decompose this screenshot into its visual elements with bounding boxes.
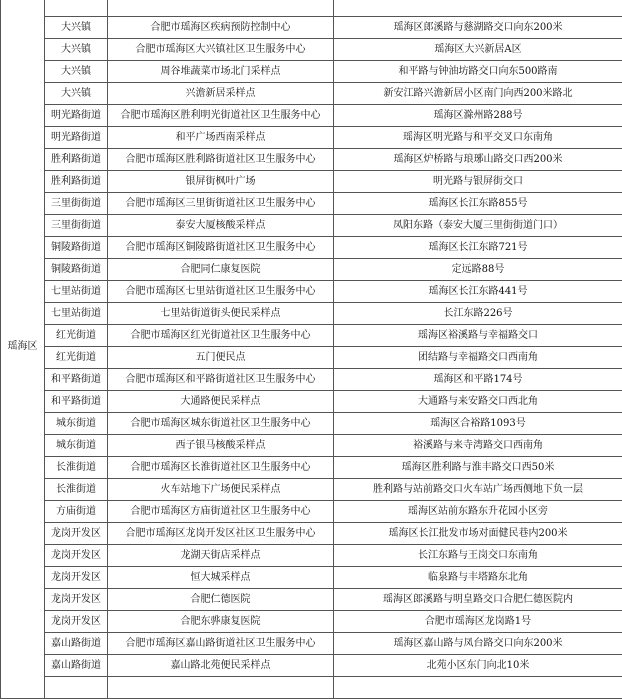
site-cell: 银屏街枫叶广场 (108, 171, 334, 193)
address-cell: 定远路88号 (334, 259, 622, 281)
empty-cell (108, 677, 334, 699)
street-cell: 铜陵路街道 (45, 259, 108, 281)
table-row (1, 83, 622, 105)
address-cell: 凤阳东路（泰安大厦三里街街道门口） (334, 215, 622, 237)
table-row (1, 347, 622, 369)
address-cell: 北苑小区东门向北10米 (334, 655, 622, 677)
street-cell: 红光街道 (45, 347, 108, 369)
table-row (1, 501, 622, 523)
table-row (1, 215, 622, 237)
street-cell: 明光路街道 (45, 127, 108, 149)
address-cell: 瑶海区胜利路与淮丰路交口西50米 (334, 457, 622, 479)
site-cell: 合肥市瑶海区和平路街道社区卫生服务中心 (108, 369, 334, 391)
table-row (1, 457, 622, 479)
table-row (1, 479, 622, 501)
street-cell: 城东街道 (45, 435, 108, 457)
street-cell: 七里站街道 (45, 281, 108, 303)
address-cell: 长江东路226号 (334, 303, 622, 325)
street-cell: 大兴镇 (45, 83, 108, 105)
site-cell: 合肥市瑶海区大兴镇社区卫生服务中心 (108, 39, 334, 61)
street-cell: 城东街道 (45, 413, 108, 435)
site-cell: 七里站街道街头便民采样点 (108, 303, 334, 325)
site-cell: 龙湖天街店采样点 (108, 545, 334, 567)
table-row (1, 325, 622, 347)
street-cell: 胜利路街道 (45, 171, 108, 193)
empty-cell (108, 0, 334, 17)
site-cell: 合肥市瑶海区红光街道社区卫生服务中心 (108, 325, 334, 347)
region-cell: 瑶海区 (1, 0, 45, 699)
table-body (1, 0, 622, 699)
site-cell: 合肥市瑶海区铜陵路街道社区卫生服务中心 (108, 237, 334, 259)
table-row (1, 149, 622, 171)
site-cell: 合肥同仁康复医院 (108, 259, 334, 281)
site-cell: 嘉山路北苑便民采样点 (108, 655, 334, 677)
street-cell: 嘉山路街道 (45, 633, 108, 655)
table-row (1, 391, 622, 413)
empty-cell (334, 0, 622, 17)
site-cell: 合肥市瑶海区方庙街道社区卫生服务中心 (108, 501, 334, 523)
empty-cell (334, 677, 622, 699)
site-cell: 火车站地下广场便民采样点 (108, 479, 334, 501)
street-cell: 三里街街道 (45, 193, 108, 215)
address-cell: 瑶海区长江东路721号 (334, 237, 622, 259)
table-row (1, 193, 622, 215)
table-row (1, 61, 622, 83)
site-cell: 西子银马核酸采样点 (108, 435, 334, 457)
street-cell: 胜利路街道 (45, 149, 108, 171)
site-cell: 合肥仁德医院 (108, 589, 334, 611)
street-cell: 龙岗开发区 (45, 523, 108, 545)
address-cell: 瑶海区站前东路东升花园小区旁 (334, 501, 622, 523)
address-cell: 瑶海区嘉山路与凤台路交口向东200米 (334, 633, 622, 655)
address-cell: 大通路与来安路交口西北角 (334, 391, 622, 413)
site-cell: 恒大城采样点 (108, 567, 334, 589)
street-cell: 方庙街道 (45, 501, 108, 523)
street-cell: 龙岗开发区 (45, 545, 108, 567)
table-row (1, 105, 622, 127)
street-cell: 三里街街道 (45, 215, 108, 237)
street-cell: 长淮街道 (45, 457, 108, 479)
table-row (1, 127, 622, 149)
table-row (1, 567, 622, 589)
address-cell: 瑶海区滁州路288号 (334, 105, 622, 127)
site-cell: 合肥东骅康复医院 (108, 611, 334, 633)
site-cell: 合肥市瑶海区三里街街道社区卫生服务中心 (108, 193, 334, 215)
street-cell: 龙岗开发区 (45, 567, 108, 589)
table-row (1, 237, 622, 259)
site-cell: 合肥市瑶海区嘉山路街道社区卫生服务中心 (108, 633, 334, 655)
table-row (1, 655, 622, 677)
street-cell: 红光街道 (45, 325, 108, 347)
site-cell: 兴澹新居采样点 (108, 83, 334, 105)
empty-cell (45, 677, 108, 699)
street-cell: 龙岗开发区 (45, 611, 108, 633)
street-cell: 大兴镇 (45, 17, 108, 39)
address-cell: 瑶海区大兴新居A区 (334, 39, 622, 61)
street-cell: 嘉山路街道 (45, 655, 108, 677)
table-row (1, 633, 622, 655)
table-row (1, 545, 622, 567)
table-row (1, 589, 622, 611)
address-cell: 明光路与银屏街交口 (334, 171, 622, 193)
table-row (1, 259, 622, 281)
street-cell: 和平路街道 (45, 369, 108, 391)
address-cell: 瑶海区郎溪路与慈湖路交口向东200米 (334, 17, 622, 39)
street-cell: 七里站街道 (45, 303, 108, 325)
site-cell: 和平广场西南采样点 (108, 127, 334, 149)
address-cell: 瑶海区明光路与和平交叉口东南角 (334, 127, 622, 149)
address-cell: 临泉路与丰塔路东北角 (334, 567, 622, 589)
site-cell: 合肥市瑶海区疾病预防控制中心 (108, 17, 334, 39)
table-row (1, 171, 622, 193)
site-cell: 五门便民点 (108, 347, 334, 369)
address-cell: 瑶海区长江东路855号 (334, 193, 622, 215)
address-cell: 瑶海区裕溪路与幸福路交口 (334, 325, 622, 347)
street-cell: 大兴镇 (45, 61, 108, 83)
street-cell: 龙岗开发区 (45, 589, 108, 611)
address-cell: 瑶海区合裕路1093号 (334, 413, 622, 435)
street-cell: 长淮街道 (45, 479, 108, 501)
table-row (1, 17, 622, 39)
address-cell: 瑶海区郎溪路与明皇路交口合肥仁德医院内 (334, 589, 622, 611)
address-cell: 瑶海区长江东路441号 (334, 281, 622, 303)
address-cell: 长江东路与王岗交口东南角 (334, 545, 622, 567)
address-cell: 瑶海区长江批发市场对面健民巷内200米 (334, 523, 622, 545)
address-cell: 瑶海区炉桥路与琅琊山路交口西200米 (334, 149, 622, 171)
street-cell: 大兴镇 (45, 39, 108, 61)
table-row (1, 413, 622, 435)
address-cell: 裕溪路与来寺湾路交口西南角 (334, 435, 622, 457)
address-cell: 合肥市瑶海区龙岗路1号 (334, 611, 622, 633)
site-cell: 大通路便民采样点 (108, 391, 334, 413)
table-row (1, 369, 622, 391)
table-row-partial (1, 677, 622, 699)
table-row (1, 39, 622, 61)
site-cell: 合肥市瑶海区长淮街道社区卫生服务中心 (108, 457, 334, 479)
address-cell: 和平路与钟油坊路交口向东500路南 (334, 61, 622, 83)
site-cell: 合肥市瑶海区七里站街道社区卫生服务中心 (108, 281, 334, 303)
table-row (1, 523, 622, 545)
street-cell: 明光路街道 (45, 105, 108, 127)
street-cell: 铜陵路街道 (45, 237, 108, 259)
site-cell: 周谷堆蔬菜市场北门采样点 (108, 61, 334, 83)
site-cell: 合肥市瑶海区胜利路街道社区卫生服务中心 (108, 149, 334, 171)
address-cell: 团结路与幸福路交口西南角 (334, 347, 622, 369)
site-cell: 合肥市瑶海区城东街道社区卫生服务中心 (108, 413, 334, 435)
table-row (1, 435, 622, 457)
street-cell: 和平路街道 (45, 391, 108, 413)
address-cell: 新安江路兴澹新居小区南门向西200米路北 (334, 83, 622, 105)
address-cell: 瑶海区和平路174号 (334, 369, 622, 391)
table-row (1, 303, 622, 325)
table-row (1, 281, 622, 303)
table-row-partial (1, 0, 622, 17)
site-cell: 泰安大厦核酸采样点 (108, 215, 334, 237)
site-cell: 合肥市瑶海区龙岗开发区社区卫生服务中心 (108, 523, 334, 545)
table-row (1, 611, 622, 633)
empty-cell (45, 0, 108, 17)
site-cell: 合肥市瑶海区胜利明光街道社区卫生服务中心 (108, 105, 334, 127)
address-cell: 胜利路与站前路交口火车站广场西侧地下负一层 (334, 479, 622, 501)
